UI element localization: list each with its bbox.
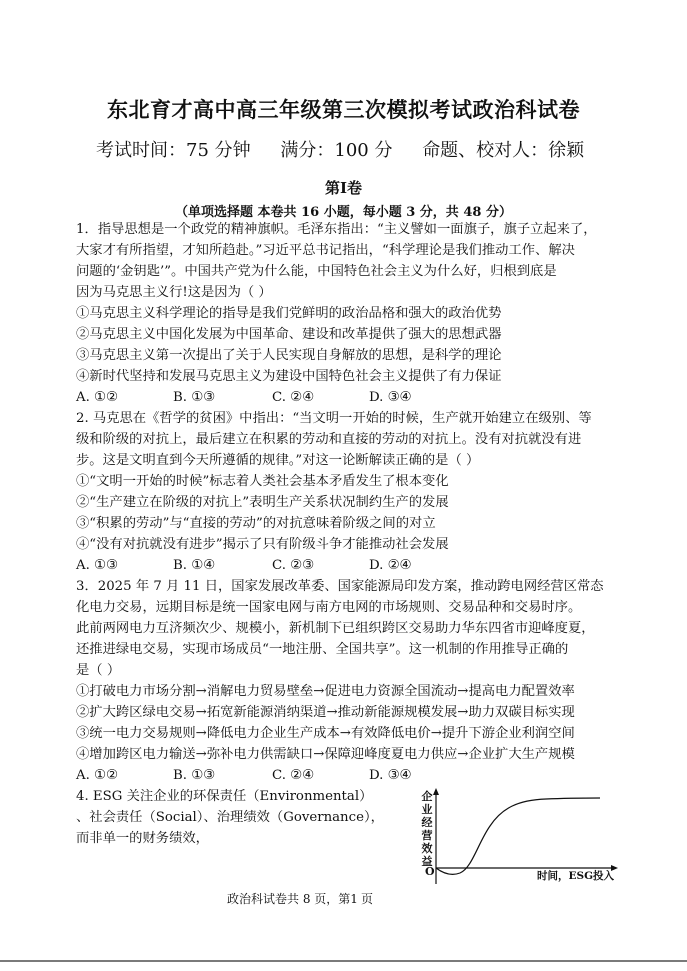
question-stem-line: 而非单一的财务绩效，: [76, 831, 209, 846]
option-c[interactable]: C. ②④: [272, 768, 314, 783]
question-stem-line: 4. ESG 关注企业的环保责任（Environmental）: [76, 789, 373, 804]
option-a[interactable]: A. ①③: [76, 558, 118, 573]
question-stem-line: 、社会责任（Social）、治理绩效（Governance），: [76, 810, 384, 825]
exam-info: [96, 136, 608, 162]
option-b[interactable]: B. ①③: [173, 768, 216, 783]
exam-title: 东北育才高中高三年级第三次模拟考试政治科试卷: [107, 98, 580, 122]
answer-options: [76, 557, 411, 575]
statement: ④“没有对抗就没有进步”揭示了只有阶级斗争才能推动社会发展: [76, 537, 449, 552]
question-stem-line: 因为马克思主义行!这是因为（ ）: [76, 285, 272, 300]
question-stem-line: 2. 马克思在《哲学的贫困》中指出：“当文明一开始的时候，生产就开始建立在级别、等: [76, 411, 592, 426]
option-c[interactable]: C. ②③: [272, 558, 314, 573]
x-axis-label: 时间，ESG投入: [537, 870, 615, 882]
question-stem-line: 1．指导思想是一个政党的精神旗帜。毛泽东指出：“主义譬如一面旗子，旗子立起来了，: [76, 222, 597, 237]
page-footer: [0, 890, 600, 907]
statement: ③马克思主义第一次提出了关于人民实现自身解放的思想，是科学的理论: [76, 348, 502, 363]
question-stem-line: 级和阶级的对抗上，最后建立在积累的劳动和直接的劳动的对抗上。没有对抗就没有进: [76, 432, 582, 447]
question-stem-line: 大家才有所指望，才知所趋赴。”习近平总书记指出，“科学理论是我们推动工作、解决: [76, 243, 575, 258]
option-a[interactable]: A. ①②: [76, 390, 118, 405]
option-d[interactable]: D. ②④: [369, 558, 412, 573]
option-a[interactable]: A. ①②: [76, 768, 118, 783]
statement: ①打破电力市场分割→消解电力贸易壁垒→促进电力资源全国流动→提高电力配置效率: [76, 684, 575, 699]
statement: ④增加跨区电力输送→弥补电力供需缺口→保障迎峰度夏电力供应→企业扩大生产规模: [76, 747, 575, 762]
volume-heading: 第Ⅰ卷: [324, 179, 363, 197]
option-b[interactable]: B. ①③: [173, 390, 216, 405]
footer-suffix: 页: [360, 892, 373, 906]
statement: ①马克思主义科学理论的指导是我们党鲜明的政治品格和强大的政治优势: [76, 306, 502, 321]
statement: ②“生产建立在阶级的对抗上”表明生产关系状况制约生产的发展: [76, 495, 449, 510]
statement: ③“积累的劳动”与“直接的劳动”的对抗意味着阶级之间的对立: [76, 516, 436, 531]
y-axis-label: 企业经营效益: [421, 790, 433, 868]
question-stem-line: 步。这是文明直到今天所遵循的规律。”对这一论断解读正确的是（ ）: [76, 453, 480, 468]
question-stem-line: 问题的‘金钥匙’”。中国共产党为什么能，中国特色社会主义为什么好，归根到底是: [76, 264, 557, 279]
exam-time: 考试时间：75 分钟: [96, 140, 251, 161]
section-instructions: （单项选择题 本卷共 16 小题，每小题 3 分，共 48 分）: [175, 205, 512, 220]
question-stem-line: 此前两网电力互济频次少、规模小，新机制下已组织跨区交易助力华东四省市迎峰度夏，: [76, 621, 595, 636]
bottom-divider: [0, 960, 687, 962]
option-c[interactable]: C. ②④: [272, 390, 314, 405]
answer-options: [76, 389, 411, 407]
statement: ①“文明一开始的时候”标志着人类社会基本矛盾发生了根本变化: [76, 474, 449, 489]
exam-author: 命题、校对人：徐颖: [422, 140, 585, 161]
footer-prefix: 政治科试卷共 8 页，第: [227, 892, 351, 906]
exam-score: 满分：100 分: [280, 140, 393, 161]
esg-chart: [418, 788, 618, 888]
statement: ②扩大跨区绿电交易→拓宽新能源消纳渠道→推动新能源规模发展→助力双碳目标实现: [76, 705, 575, 720]
statement: ④新时代坚持和发展马克思主义为建设中国特色社会主义提供了有力保证: [76, 369, 502, 384]
esg-curve: [436, 798, 600, 874]
question-stem-line: 3．2025 年 7 月 11 日，国家发展改革委、国家能源局印发方案，推动跨电网经营区常态: [76, 579, 604, 594]
answer-options: [76, 767, 411, 785]
question-stem-line: 还推进绿电交易，实现市场成员“一地注册、全国共享”。这一机制的作用推导正确的: [76, 642, 569, 657]
option-b[interactable]: B. ①④: [173, 558, 216, 573]
statement: ③统一电力交易规则→降低电力企业生产成本→有效降低电价→提升下游企业利润空间: [76, 726, 575, 741]
footer-page-number: 1: [350, 892, 358, 906]
origin-label: O: [425, 865, 435, 878]
option-d[interactable]: D. ③④: [369, 390, 412, 405]
question-stem-line: 化电力交易，远期目标是统一国家电网与南方电网的市场规则、交易品种和交易时序。: [76, 600, 582, 615]
option-d[interactable]: D. ③④: [369, 768, 412, 783]
statement: ②马克思主义中国化发展为中国革命、建设和改革提供了强大的思想武器: [76, 327, 502, 342]
question-stem-line: 是（ ）: [76, 663, 121, 678]
